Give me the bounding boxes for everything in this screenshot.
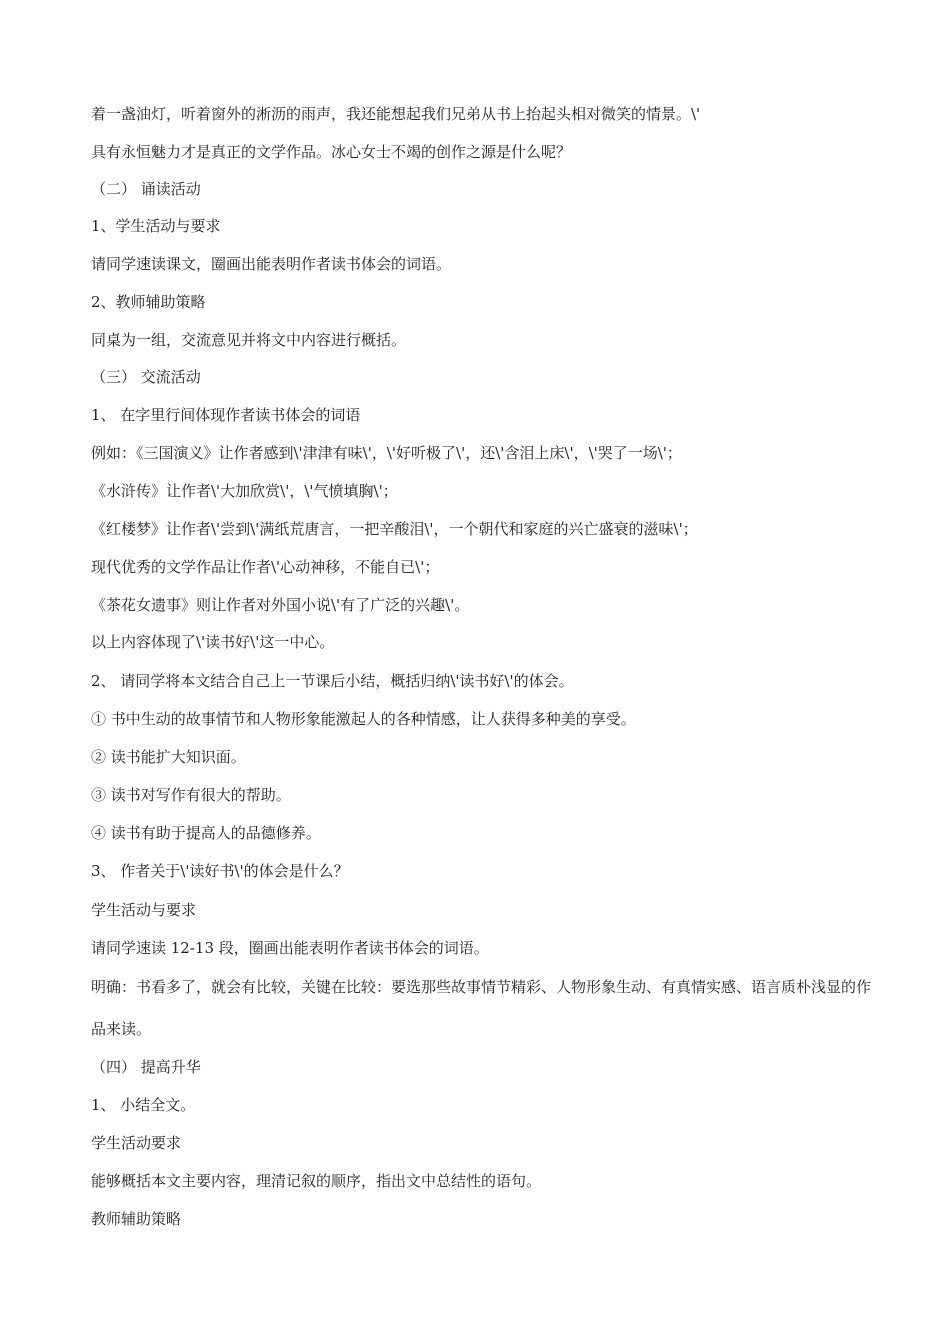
- paragraph: 明确：书看多了，就会有比较，关键在比较：要选那些故事情节精彩、人物形象生动、有真情实感、语言质朴浅显的作品来读。: [91, 978, 872, 1038]
- paragraph: 学生活动要求: [91, 1134, 182, 1152]
- list-item: ④ 读书有助于提高人的品德修养。: [91, 824, 321, 842]
- paragraph: 以上内容体现了\'读书好\'这一中心。: [91, 633, 335, 651]
- paragraph: 现代优秀的文学作品让作者\'心动神移，不能自已\'；: [91, 558, 440, 576]
- paragraph: 同桌为一组，交流意见并将文中内容进行概括。: [91, 331, 407, 349]
- paragraph: 《茶花女遗事》则让作者对外国小说\'有了广泛的兴趣\'。: [91, 596, 470, 614]
- paragraph: 《水浒传》让作者\'大加欣赏\'，\'气愤填胸\'；: [91, 482, 398, 500]
- subheading: 2、 请同学将本文结合自己上一节课后小结，概括归纳\'读书好\'的体会。: [91, 672, 574, 690]
- paragraph: 请同学速读课文，圈画出能表明作者读书体会的词语。: [91, 255, 452, 273]
- paragraph: 例如：《三国演义》让作者感到\'津津有味\'，\'好听极了\'，还\'含泪上床\'，\'哭了一场\'；: [91, 444, 682, 462]
- paragraph: 学生活动与要求: [91, 901, 197, 919]
- paragraph: 具有永恒魅力才是真正的文学作品。冰心女士不竭的创作之源是什么呢？: [91, 143, 572, 161]
- paragraph: 教师辅助策略: [91, 1210, 182, 1228]
- subheading: 1、 在字里行间体现作者读书体会的词语: [91, 406, 361, 424]
- subheading: 2、教师辅助策略: [91, 293, 206, 311]
- subheading: 3、 作者关于\'读好书\'的体会是什么？: [91, 862, 349, 880]
- section-heading: （二） 诵读活动: [91, 180, 201, 198]
- subheading: 1、学生活动与要求: [91, 217, 221, 235]
- section-heading: （四） 提高升华: [91, 1058, 201, 1076]
- subheading: 1、 小结全文。: [91, 1096, 196, 1114]
- list-item: ② 读书能扩大知识面。: [91, 748, 246, 766]
- paragraph: 《红楼梦》让作者\'尝到\'满纸荒唐言，一把辛酸泪\'，一个朝代和家庭的兴亡盛衰的滋味\'；: [91, 520, 698, 538]
- paragraph: 能够概括本文主要内容，理清记叙的顺序，指出文中总结性的语句。: [91, 1172, 542, 1190]
- list-item: ③ 读书对写作有很大的帮助。: [91, 786, 291, 804]
- section-heading: （三） 交流活动: [91, 368, 201, 386]
- paragraph: 着一盏油灯，听着窗外的淅沥的雨声，我还能想起我们兄弟从书上抬起头相对微笑的情景。\': [91, 105, 701, 123]
- list-item: ① 书中生动的故事情节和人物形象能激起人的各种情感，让人获得多种美的享受。: [91, 710, 636, 728]
- paragraph: 请同学速读 12-13 段，圈画出能表明作者读书体会的词语。: [91, 939, 489, 957]
